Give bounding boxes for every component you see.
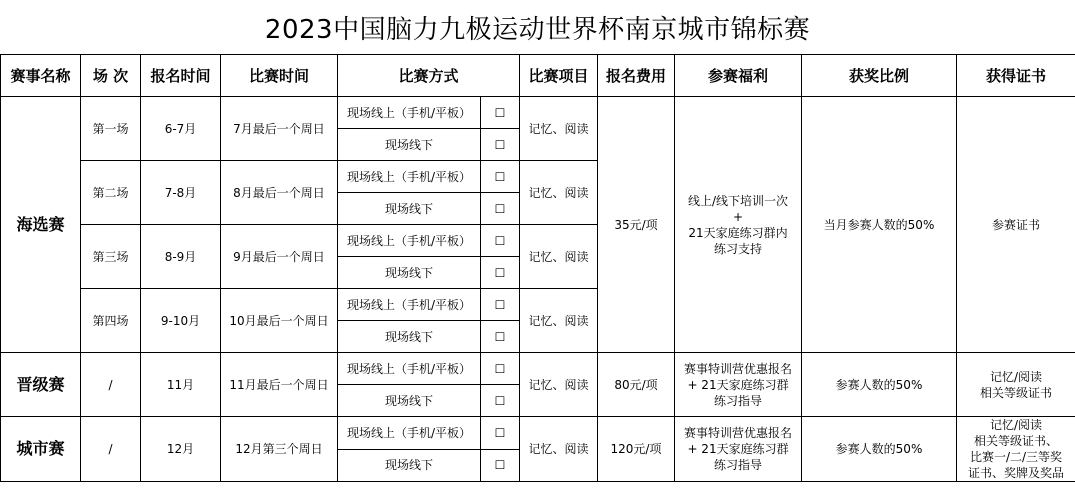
round-cell: /	[81, 353, 141, 417]
header-match-time: 比赛时间	[221, 55, 338, 97]
fee-cell: 120元/项	[598, 417, 675, 482]
date-cell: 11月最后一个周日	[221, 353, 338, 417]
date-cell: 7月最后一个周日	[221, 97, 338, 161]
header-signup-time: 报名时间	[141, 55, 221, 97]
cert-line: 相关等级证书	[980, 385, 1053, 400]
cert-line: 记忆/阅读	[989, 369, 1043, 384]
header-match-mode: 比赛方式	[338, 55, 520, 97]
signup-cell: 11月	[141, 353, 221, 417]
checkbox[interactable]: ☐	[481, 161, 520, 193]
mode-offline: 现场线下	[338, 321, 481, 353]
benefit-line: + 21天家庭练习群	[687, 442, 789, 456]
mode-online: 现场线上（手机/平板）	[338, 417, 481, 450]
table-row	[1, 97, 1075, 129]
benefit-cell	[675, 417, 802, 482]
checkbox[interactable]: ☐	[481, 97, 520, 129]
mode-offline: 现场线下	[338, 449, 481, 482]
fee-cell: 80元/项	[598, 353, 675, 417]
page-title: 2023中国脑力九极运动世界杯南京城市锦标赛	[264, 14, 811, 45]
signup-cell: 9-10月	[141, 289, 221, 353]
award-cell: 参赛人数的50%	[802, 417, 957, 482]
cert-line: 相关等级证书、	[974, 434, 1059, 448]
round-cell: 第四场	[81, 289, 141, 353]
header-award-ratio: 获奖比例	[802, 55, 957, 97]
date-cell: 10月最后一个周日	[221, 289, 338, 353]
award-cell: 当月参赛人数的50%	[802, 97, 957, 353]
mode-offline: 现场线下	[338, 129, 481, 161]
benefit-cell	[675, 353, 802, 417]
cert-line: 记忆/阅读	[989, 418, 1043, 432]
benefit-line: 练习支持	[714, 241, 763, 256]
cert-line: 比赛一/二/三等奖	[969, 450, 1063, 464]
table-row	[1, 417, 1075, 450]
header-row	[1, 55, 1075, 97]
fee-cell: 35元/项	[598, 97, 675, 353]
header-event-name: 赛事名称	[1, 55, 81, 97]
benefit-line: 赛事特训营优惠报名	[684, 426, 793, 440]
benefit-line: 练习指导	[714, 458, 763, 472]
event-name-haixuan: 海选赛	[1, 97, 81, 353]
round-cell: 第三场	[81, 225, 141, 289]
header-certificate: 获得证书	[957, 55, 1075, 97]
benefit-cell	[675, 97, 802, 353]
benefit-line: 21天家庭练习群内	[688, 225, 788, 240]
round-cell: 第一场	[81, 97, 141, 161]
header-match-items: 比赛项目	[520, 55, 598, 97]
items-cell: 记忆、阅读	[520, 161, 598, 225]
signup-cell: 6-7月	[141, 97, 221, 161]
checkbox[interactable]: ☐	[481, 385, 520, 417]
benefit-line: 赛事特训营优惠报名	[684, 361, 793, 376]
items-cell: 记忆、阅读	[520, 289, 598, 353]
checkbox[interactable]: ☐	[481, 257, 520, 289]
benefit-line: +	[732, 209, 744, 224]
mode-online: 现场线上（手机/平板）	[338, 161, 481, 193]
mode-online: 现场线上（手机/平板）	[338, 289, 481, 321]
competition-table	[0, 54, 1075, 482]
date-cell: 12月第三个周日	[221, 417, 338, 482]
mode-online: 现场线上（手机/平板）	[338, 97, 481, 129]
mode-offline: 现场线下	[338, 193, 481, 225]
items-cell: 记忆、阅读	[520, 417, 598, 482]
event-name-chengshi: 城市赛	[1, 417, 81, 482]
header-fee: 报名费用	[598, 55, 675, 97]
date-cell: 8月最后一个周日	[221, 161, 338, 225]
checkbox[interactable]: ☐	[481, 417, 520, 450]
mode-offline: 现场线下	[338, 257, 481, 289]
signup-cell: 12月	[141, 417, 221, 482]
table-row	[1, 353, 1075, 385]
header-round: 场 次	[81, 55, 141, 97]
benefit-line: 线上/线下培训一次	[687, 193, 789, 208]
round-cell: 第二场	[81, 161, 141, 225]
cert-cell	[957, 417, 1075, 482]
cert-cell	[957, 353, 1075, 417]
signup-cell: 7-8月	[141, 161, 221, 225]
header-benefit: 参赛福利	[675, 55, 802, 97]
items-cell: 记忆、阅读	[520, 97, 598, 161]
checkbox[interactable]: ☐	[481, 321, 520, 353]
event-name-jinji: 晋级赛	[1, 353, 81, 417]
date-cell: 9月最后一个周日	[221, 225, 338, 289]
items-cell: 记忆、阅读	[520, 225, 598, 289]
mode-offline: 现场线下	[338, 385, 481, 417]
mode-online: 现场线上（手机/平板）	[338, 225, 481, 257]
benefit-line: 练习指导	[714, 393, 763, 408]
checkbox[interactable]: ☐	[481, 449, 520, 482]
round-cell: /	[81, 417, 141, 482]
signup-cell: 8-9月	[141, 225, 221, 289]
checkbox[interactable]: ☐	[481, 289, 520, 321]
checkbox[interactable]: ☐	[481, 129, 520, 161]
checkbox[interactable]: ☐	[481, 225, 520, 257]
benefit-line: + 21天家庭练习群	[687, 377, 789, 392]
cert-cell: 参赛证书	[957, 97, 1075, 353]
items-cell: 记忆、阅读	[520, 353, 598, 417]
award-cell: 参赛人数的50%	[802, 353, 957, 417]
checkbox[interactable]: ☐	[481, 193, 520, 225]
cert-line: 证书、奖牌及奖品	[968, 466, 1065, 480]
mode-online: 现场线上（手机/平板）	[338, 353, 481, 385]
checkbox[interactable]: ☐	[481, 353, 520, 385]
